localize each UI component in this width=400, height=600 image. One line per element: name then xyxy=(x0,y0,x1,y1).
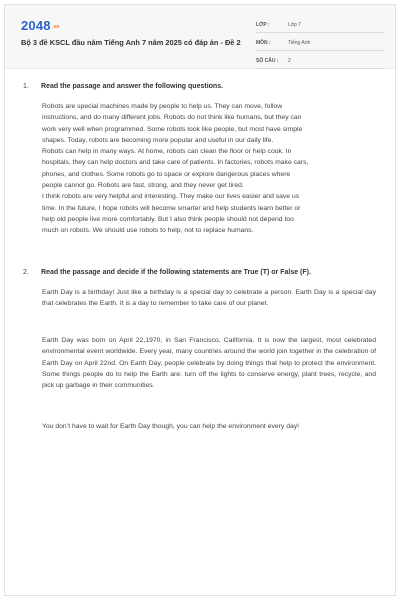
passage-line: people cannot go. Robots are fast, strong, and they never get tired. xyxy=(42,182,244,190)
logo-text: 2048 xyxy=(21,18,51,33)
question-number: 1. xyxy=(23,83,29,90)
document-meta xyxy=(256,19,384,73)
question-2-paragraph-3: You don’t have to wait for Earth Day though, you can help the environment every day! xyxy=(42,423,300,430)
passage-line: time. In the future, I hope robots will become smarter and help students learn better or xyxy=(42,204,301,212)
question-number: 2. xyxy=(23,269,29,276)
passage-line: Robots are special machines made by people to help us. They can move, follow xyxy=(42,103,283,110)
document-header xyxy=(5,5,395,69)
passage-line: hospitals, they can help doctors and take care of patients. In factories, robots make cars, xyxy=(42,159,309,167)
passage-line: instructions, and do many different jobs. Robots do not think like humans, but they can xyxy=(42,114,302,122)
question-2-paragraph-2: Earth Day was born on April 22,1970, in San Francisco, California. It is now the largest, most celebrated environmental event worldwide. Every year, many countries around the world join together in the celebration of Earth Day on April 22nd. On Earth Day, people celebrate by doing things that help to protect the environment. Some things people do to help the Earth are: turn off the lights to conserve energy, plant trees, recycle, and pick up garbage in their communities. xyxy=(42,337,376,390)
page-title: Bộ 3 đề KSCL đầu năm Tiếng Anh 7 năm 2025 có đáp án - Đề 2 xyxy=(21,38,241,47)
meta-value: 2 xyxy=(288,58,291,64)
passage-line: shapes. Today, robots are becoming more popular and useful in our daily life. xyxy=(42,136,274,144)
logo-extension: .vn xyxy=(51,23,60,30)
question-prompt: Read the passage and answer the following questions. xyxy=(41,83,224,90)
meta-value: Lớp 7 xyxy=(288,22,302,28)
meta-row-class xyxy=(256,19,384,33)
question-prompt: Read the passage and decide if the following statements are True (T) or False (F). xyxy=(41,269,311,276)
meta-row-question-count xyxy=(256,55,384,69)
passage-line: I think robots are very helpful and interesting. They make our lives easier and save us xyxy=(42,193,300,201)
meta-label: LỚP : xyxy=(256,22,270,28)
meta-label: MÔN : xyxy=(256,40,271,46)
site-logo[interactable] xyxy=(21,18,60,33)
passage-line: work very well when programmed. Some robots look like people, but most have simple xyxy=(42,125,303,133)
passage-line: phones, and clothes. Some robots go to space or explore dangerous places where xyxy=(42,170,291,178)
meta-label: SỐ CÂU : xyxy=(256,58,279,64)
passage-line: help old people live more comfortably. But I also think people should not depend too xyxy=(42,215,294,223)
meta-row-subject xyxy=(256,37,384,51)
document-page xyxy=(4,4,396,596)
question-1-passage xyxy=(42,101,376,237)
passage-line: Robots can help in many ways. At home, robots can clean the floor or help cook. In xyxy=(42,148,292,156)
question-2-paragraph-1: Earth Day is a birthday! Just like a birthday is a special day to celebrate a person. Earth Day is a special day that celebrates the Earth. It is a day to remember to take care of our planet. xyxy=(42,289,376,308)
passage-line: much on robots. We should use robots to help, not to replace humans. xyxy=(42,227,254,235)
meta-value: Tiếng Anh xyxy=(288,40,311,46)
